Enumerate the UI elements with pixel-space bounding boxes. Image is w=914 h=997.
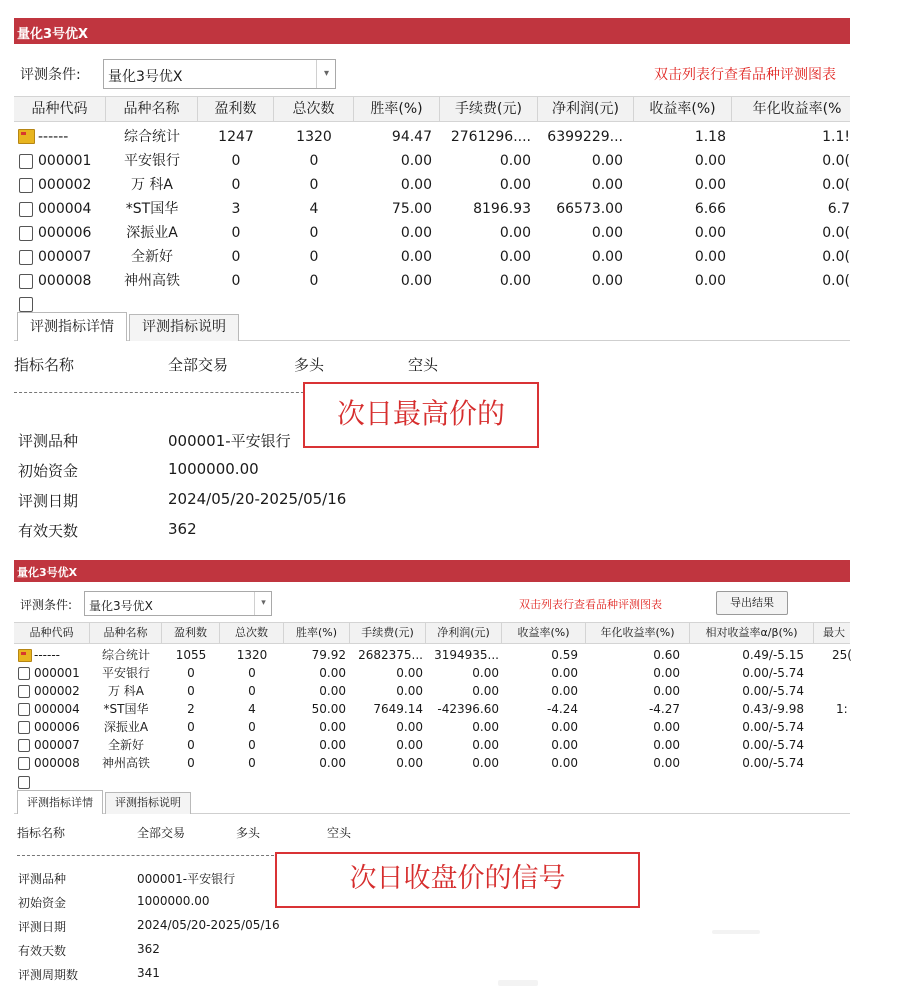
- summary-folder-icon: [18, 129, 35, 144]
- table-row[interactable]: [14, 197, 850, 221]
- cell-wins: 0: [231, 273, 241, 289]
- detail-value: 1000000.00: [137, 894, 210, 908]
- table-row-summary[interactable]: [14, 125, 850, 149]
- cell-wins: 1055: [175, 648, 207, 662]
- cell-total: 0: [309, 249, 319, 265]
- cell-winrate: 0.00: [319, 738, 346, 752]
- stock-checkbox-icon[interactable]: [19, 154, 33, 169]
- table-row-partial: [14, 294, 850, 300]
- table-header: [14, 96, 850, 122]
- annotation-callout: 次日收盘价的信号: [275, 852, 640, 908]
- cell-code: 000001: [38, 153, 92, 169]
- cell-annual: 0.0(: [822, 153, 850, 169]
- column-header[interactable]: 品种代码: [14, 97, 106, 121]
- cell-fee: 0.00: [499, 273, 531, 289]
- cell-wins: 0: [231, 153, 241, 169]
- cell-fee: 7649.14: [373, 702, 423, 716]
- cell-profit: 3194935...: [434, 648, 499, 662]
- table-row-summary[interactable]: [14, 646, 850, 664]
- table-row[interactable]: [14, 718, 850, 736]
- cell-annual: 0.0(: [822, 249, 850, 265]
- cell-total: 0: [248, 684, 256, 698]
- table-header: [14, 622, 850, 644]
- stock-checkbox-icon[interactable]: [18, 739, 30, 752]
- table-row[interactable]: [14, 173, 850, 197]
- cell-name: 神州高铁: [124, 273, 180, 289]
- table-row-partial: [14, 773, 850, 779]
- stock-checkbox-icon[interactable]: [19, 250, 33, 265]
- cell-fee: 2761296....: [450, 129, 531, 145]
- detail-header-all: 全部交易: [168, 356, 229, 374]
- cell-profit: 66573.00: [556, 201, 623, 217]
- cell-wins: 0: [187, 684, 195, 698]
- detail-label: 评测周期数: [18, 968, 79, 982]
- cell-wins: 0: [187, 666, 195, 680]
- cell-return: 6.66: [694, 201, 726, 217]
- detail-value: 1000000.00: [168, 460, 259, 478]
- chevron-down-icon[interactable]: ▾: [316, 60, 336, 88]
- cell-profit: 0.00: [591, 273, 623, 289]
- stock-checkbox-icon: [19, 297, 33, 312]
- cell-relative: 0.49/-5.15: [742, 648, 804, 662]
- background-artifact: [712, 930, 760, 934]
- cell-annual: 0.00: [653, 666, 680, 680]
- cell-annual: 0.0(: [822, 225, 850, 241]
- detail-header-name: 指标名称: [14, 356, 75, 374]
- detail-header-short: 空头: [408, 356, 439, 374]
- cell-profit: 6399229...: [547, 129, 623, 145]
- cell-total: 1320: [236, 648, 268, 662]
- cell-code: 000007: [38, 249, 92, 265]
- cell-winrate: 0.00: [319, 756, 346, 770]
- cell-wins: 0: [187, 738, 195, 752]
- cell-name: 深振业A: [126, 225, 178, 241]
- cell-code: ------: [34, 648, 60, 662]
- column-header[interactable]: 总次数: [274, 97, 354, 121]
- cell-return: 0.00: [694, 273, 726, 289]
- cell-total: 1320: [296, 129, 332, 145]
- cell-winrate: 0.00: [319, 720, 346, 734]
- cell-max: 25(: [832, 648, 852, 662]
- table-row[interactable]: [14, 700, 850, 718]
- cell-code: 000001: [34, 666, 80, 680]
- column-header[interactable]: 净利润(元): [426, 623, 502, 643]
- double-click-hint: 双击列表行查看品种评测图表: [654, 67, 836, 83]
- tab-indicator-details[interactable]: 评测指标详情: [17, 312, 127, 341]
- detail-pane: [14, 815, 850, 985]
- cell-annual: -4.27: [648, 702, 680, 716]
- cell-fee: 0.00: [396, 666, 423, 680]
- cell-fee: 0.00: [396, 720, 423, 734]
- cell-total: 0: [309, 153, 319, 169]
- detail-divider: [14, 392, 314, 393]
- stock-checkbox-icon: [18, 776, 30, 789]
- tab-indicator-description[interactable]: 评测指标说明: [105, 792, 191, 814]
- detail-header-short: 空头: [327, 826, 352, 840]
- column-header[interactable]: 最大: [823, 626, 845, 639]
- detail-pane: [14, 342, 850, 540]
- cell-code: 000002: [38, 177, 92, 193]
- cell-return: 0.00: [551, 684, 578, 698]
- cell-wins: 0: [187, 720, 195, 734]
- stock-checkbox-icon[interactable]: [19, 226, 33, 241]
- detail-tabs: [14, 790, 850, 814]
- cell-name: 平安银行: [124, 153, 180, 169]
- cell-return: 0.00: [694, 153, 726, 169]
- cell-profit: 0.00: [591, 153, 623, 169]
- cell-relative: 0.00/-5.74: [742, 684, 804, 698]
- cell-annual: 0.60: [653, 648, 680, 662]
- detail-label: 初始资金: [18, 462, 79, 480]
- cell-fee: 0.00: [499, 177, 531, 193]
- cell-return: 0.59: [551, 648, 578, 662]
- cell-profit: 0.00: [472, 684, 499, 698]
- cell-wins: 1247: [218, 129, 254, 145]
- cell-fee: 0.00: [396, 756, 423, 770]
- cell-relative: 0.00/-5.74: [742, 720, 804, 734]
- cell-return: 1.18: [694, 129, 726, 145]
- cell-name: 综合统计: [124, 129, 180, 145]
- condition-label: 评测条件:: [20, 598, 73, 612]
- cell-code: 000008: [34, 756, 80, 770]
- cell-annual: 0.00: [653, 684, 680, 698]
- tab-indicator-description[interactable]: 评测指标说明: [129, 314, 239, 341]
- detail-label: 评测品种: [18, 872, 67, 886]
- cell-name: 全新好: [131, 249, 173, 265]
- detail-label: 有效天数: [18, 944, 67, 958]
- cell-wins: 0: [231, 177, 241, 193]
- export-results-button[interactable]: 导出结果: [716, 591, 788, 615]
- cell-annual: 1.1!: [822, 129, 850, 145]
- detail-value: 000001-平安银行: [168, 432, 291, 450]
- cell-winrate: 94.47: [391, 129, 432, 145]
- cell-code: 000007: [34, 738, 80, 752]
- title-bar: [14, 18, 850, 44]
- cell-profit: 0.00: [591, 177, 623, 193]
- cell-code: 000004: [34, 702, 80, 716]
- cell-total: 0: [248, 738, 256, 752]
- cell-fee: 0.00: [396, 684, 423, 698]
- column-header[interactable]: 相对收益率α/β(%): [690, 623, 814, 643]
- cell-winrate: 0.00: [400, 177, 432, 193]
- window-title: 量化3号优X: [17, 27, 89, 42]
- cell-annual: 0.00: [653, 738, 680, 752]
- chevron-down-icon[interactable]: ▾: [254, 592, 272, 615]
- cell-total: 0: [309, 225, 319, 241]
- column-header[interactable]: 手续费(元): [440, 97, 538, 121]
- cell-winrate: 75.00: [391, 201, 432, 217]
- detail-label: 初始资金: [18, 896, 67, 910]
- detail-value: 341: [137, 966, 160, 980]
- summary-folder-icon: [18, 649, 32, 662]
- cell-wins: 2: [187, 702, 195, 716]
- cell-relative: 0.00/-5.74: [742, 756, 804, 770]
- condition-select-value: 量化3号优X: [108, 69, 183, 85]
- detail-label: 评测品种: [18, 432, 79, 450]
- title-bar: [14, 560, 850, 582]
- table-row[interactable]: [14, 664, 850, 682]
- condition-select-value: 量化3号优X: [89, 599, 153, 613]
- table-row[interactable]: [14, 245, 850, 269]
- cell-name: 全新好: [107, 738, 144, 752]
- table-row[interactable]: [14, 149, 850, 173]
- results-table: [14, 646, 850, 780]
- stock-checkbox-icon[interactable]: [18, 703, 30, 716]
- stock-checkbox-icon[interactable]: [18, 667, 30, 680]
- cell-winrate: 0.00: [319, 684, 346, 698]
- column-header[interactable]: 品种名称: [90, 623, 162, 643]
- table-row[interactable]: [14, 221, 850, 245]
- detail-value: 362: [168, 520, 197, 538]
- cell-name: 万 科A: [130, 177, 174, 193]
- cell-fee: 0.00: [499, 225, 531, 241]
- cell-return: 0.00: [551, 666, 578, 680]
- cell-code: 000006: [34, 720, 80, 734]
- window-title: 量化3号优X: [17, 566, 78, 579]
- detail-label: 评测日期: [18, 492, 79, 510]
- detail-header-all: 全部交易: [137, 826, 186, 840]
- stock-checkbox-icon[interactable]: [19, 178, 33, 193]
- detail-value: 2024/05/20-2025/05/16: [137, 918, 280, 932]
- cell-fee: 2682375...: [358, 648, 423, 662]
- cell-name: 综合统计: [101, 648, 150, 662]
- cell-return: 0.00: [551, 756, 578, 770]
- detail-value: 362: [137, 942, 160, 956]
- cell-fee: 0.00: [396, 738, 423, 752]
- stock-checkbox-icon[interactable]: [18, 757, 30, 770]
- cell-relative: 0.00/-5.74: [742, 666, 804, 680]
- cell-annual: 0.00: [653, 720, 680, 734]
- stock-checkbox-icon[interactable]: [19, 202, 33, 217]
- column-header[interactable]: 手续费(元): [350, 623, 426, 643]
- cell-total: 0: [248, 666, 256, 680]
- column-header[interactable]: 盈利数: [162, 623, 220, 643]
- evaluation-window-bottom: [14, 560, 850, 985]
- cell-profit: 0.00: [472, 666, 499, 680]
- cell-profit: 0.00: [472, 738, 499, 752]
- cell-relative: 0.00/-5.74: [742, 738, 804, 752]
- detail-tabs: [14, 312, 850, 341]
- cell-profit: 0.00: [472, 720, 499, 734]
- cell-total: 0: [248, 720, 256, 734]
- cell-return: 0.00: [694, 225, 726, 241]
- table-row[interactable]: [14, 269, 850, 293]
- cell-total: 4: [248, 702, 256, 716]
- cell-name: 深振业A: [103, 720, 149, 734]
- column-header[interactable]: 净利润(元): [538, 97, 634, 121]
- stock-checkbox-icon[interactable]: [19, 274, 33, 289]
- stock-checkbox-icon[interactable]: [18, 685, 30, 698]
- cell-total: 0: [248, 756, 256, 770]
- column-header[interactable]: 胜率(%): [284, 623, 350, 643]
- cell-winrate: 79.92: [311, 648, 346, 662]
- cell-winrate: 0.00: [400, 249, 432, 265]
- condition-label: 评测条件:: [20, 67, 81, 83]
- cell-annual: 6.7: [827, 201, 850, 217]
- detail-value: 2024/05/20-2025/05/16: [168, 490, 347, 508]
- results-table: [14, 125, 850, 300]
- condition-select[interactable]: [103, 59, 336, 89]
- cell-winrate: 0.00: [400, 225, 432, 241]
- cell-profit: 0.00: [591, 249, 623, 265]
- detail-divider: [17, 855, 279, 856]
- evaluation-window-top: [14, 18, 850, 540]
- cell-profit: -42396.60: [437, 702, 499, 716]
- cell-annual: 0.0(: [822, 273, 850, 289]
- cell-profit: 0.00: [591, 225, 623, 241]
- cell-winrate: 50.00: [311, 702, 346, 716]
- cell-return: 0.00: [551, 720, 578, 734]
- column-header[interactable]: 收益率(%): [634, 97, 732, 121]
- cell-total: 4: [309, 201, 319, 217]
- cell-return: 0.00: [694, 177, 726, 193]
- detail-header-name: 指标名称: [17, 826, 66, 840]
- cell-return: 0.00: [694, 249, 726, 265]
- column-header[interactable]: 总次数: [220, 623, 284, 643]
- cell-return: -4.24: [546, 702, 578, 716]
- table-row[interactable]: [14, 754, 850, 772]
- annotation-callout: 次日最高价的: [303, 382, 539, 448]
- detail-header-long: 多头: [236, 826, 261, 840]
- cell-name: *ST国华: [125, 201, 179, 217]
- detail-label: 有效天数: [18, 522, 79, 540]
- cell-annual: 0.00: [653, 756, 680, 770]
- cell-fee: 0.00: [499, 153, 531, 169]
- cell-total: 0: [309, 177, 319, 193]
- detail-value: 000001-平安银行: [137, 872, 236, 886]
- cell-code: 000006: [38, 225, 92, 241]
- column-header[interactable]: 品种代码: [14, 623, 90, 643]
- cell-winrate: 0.00: [319, 666, 346, 680]
- cell-name: 神州高铁: [101, 756, 150, 770]
- cell-code: 000008: [38, 273, 92, 289]
- cell-code: ------: [38, 129, 69, 145]
- cell-annual: 0.0(: [822, 177, 850, 193]
- column-header[interactable]: 年化收益率(%): [586, 623, 690, 643]
- background-artifact: [498, 980, 538, 986]
- column-header[interactable]: 胜率(%): [354, 97, 440, 121]
- detail-label: 评测日期: [18, 920, 67, 934]
- cell-return: 0.00: [551, 738, 578, 752]
- cell-wins: 0: [187, 756, 195, 770]
- cell-fee: 8196.93: [473, 201, 531, 217]
- stock-checkbox-icon[interactable]: [18, 721, 30, 734]
- cell-total: 0: [309, 273, 319, 289]
- cell-name: *ST国华: [103, 702, 149, 716]
- cell-wins: 0: [231, 249, 241, 265]
- cell-name: 平安银行: [101, 666, 150, 680]
- column-header[interactable]: 收益率(%): [502, 623, 586, 643]
- condition-select[interactable]: [84, 591, 272, 616]
- cell-wins: 3: [231, 201, 241, 217]
- cell-max: 1:: [836, 702, 848, 716]
- table-row[interactable]: [14, 736, 850, 754]
- cell-profit: 0.00: [472, 756, 499, 770]
- column-header[interactable]: 品种名称: [106, 97, 198, 121]
- table-row[interactable]: [14, 682, 850, 700]
- cell-winrate: 0.00: [400, 273, 432, 289]
- column-header[interactable]: 盈利数: [198, 97, 274, 121]
- cell-winrate: 0.00: [400, 153, 432, 169]
- cell-code: 000004: [38, 201, 92, 217]
- cell-name: 万 科A: [107, 684, 145, 698]
- cell-code: 000002: [34, 684, 80, 698]
- detail-header-long: 多头: [294, 356, 325, 374]
- tab-indicator-details[interactable]: 评测指标详情: [17, 790, 103, 814]
- cell-relative: 0.43/-9.98: [742, 702, 804, 716]
- cell-wins: 0: [231, 225, 241, 241]
- cell-fee: 0.00: [499, 249, 531, 265]
- double-click-hint: 双击列表行查看品种评测图表: [519, 598, 662, 611]
- column-header[interactable]: 年化收益率(%: [752, 101, 842, 117]
